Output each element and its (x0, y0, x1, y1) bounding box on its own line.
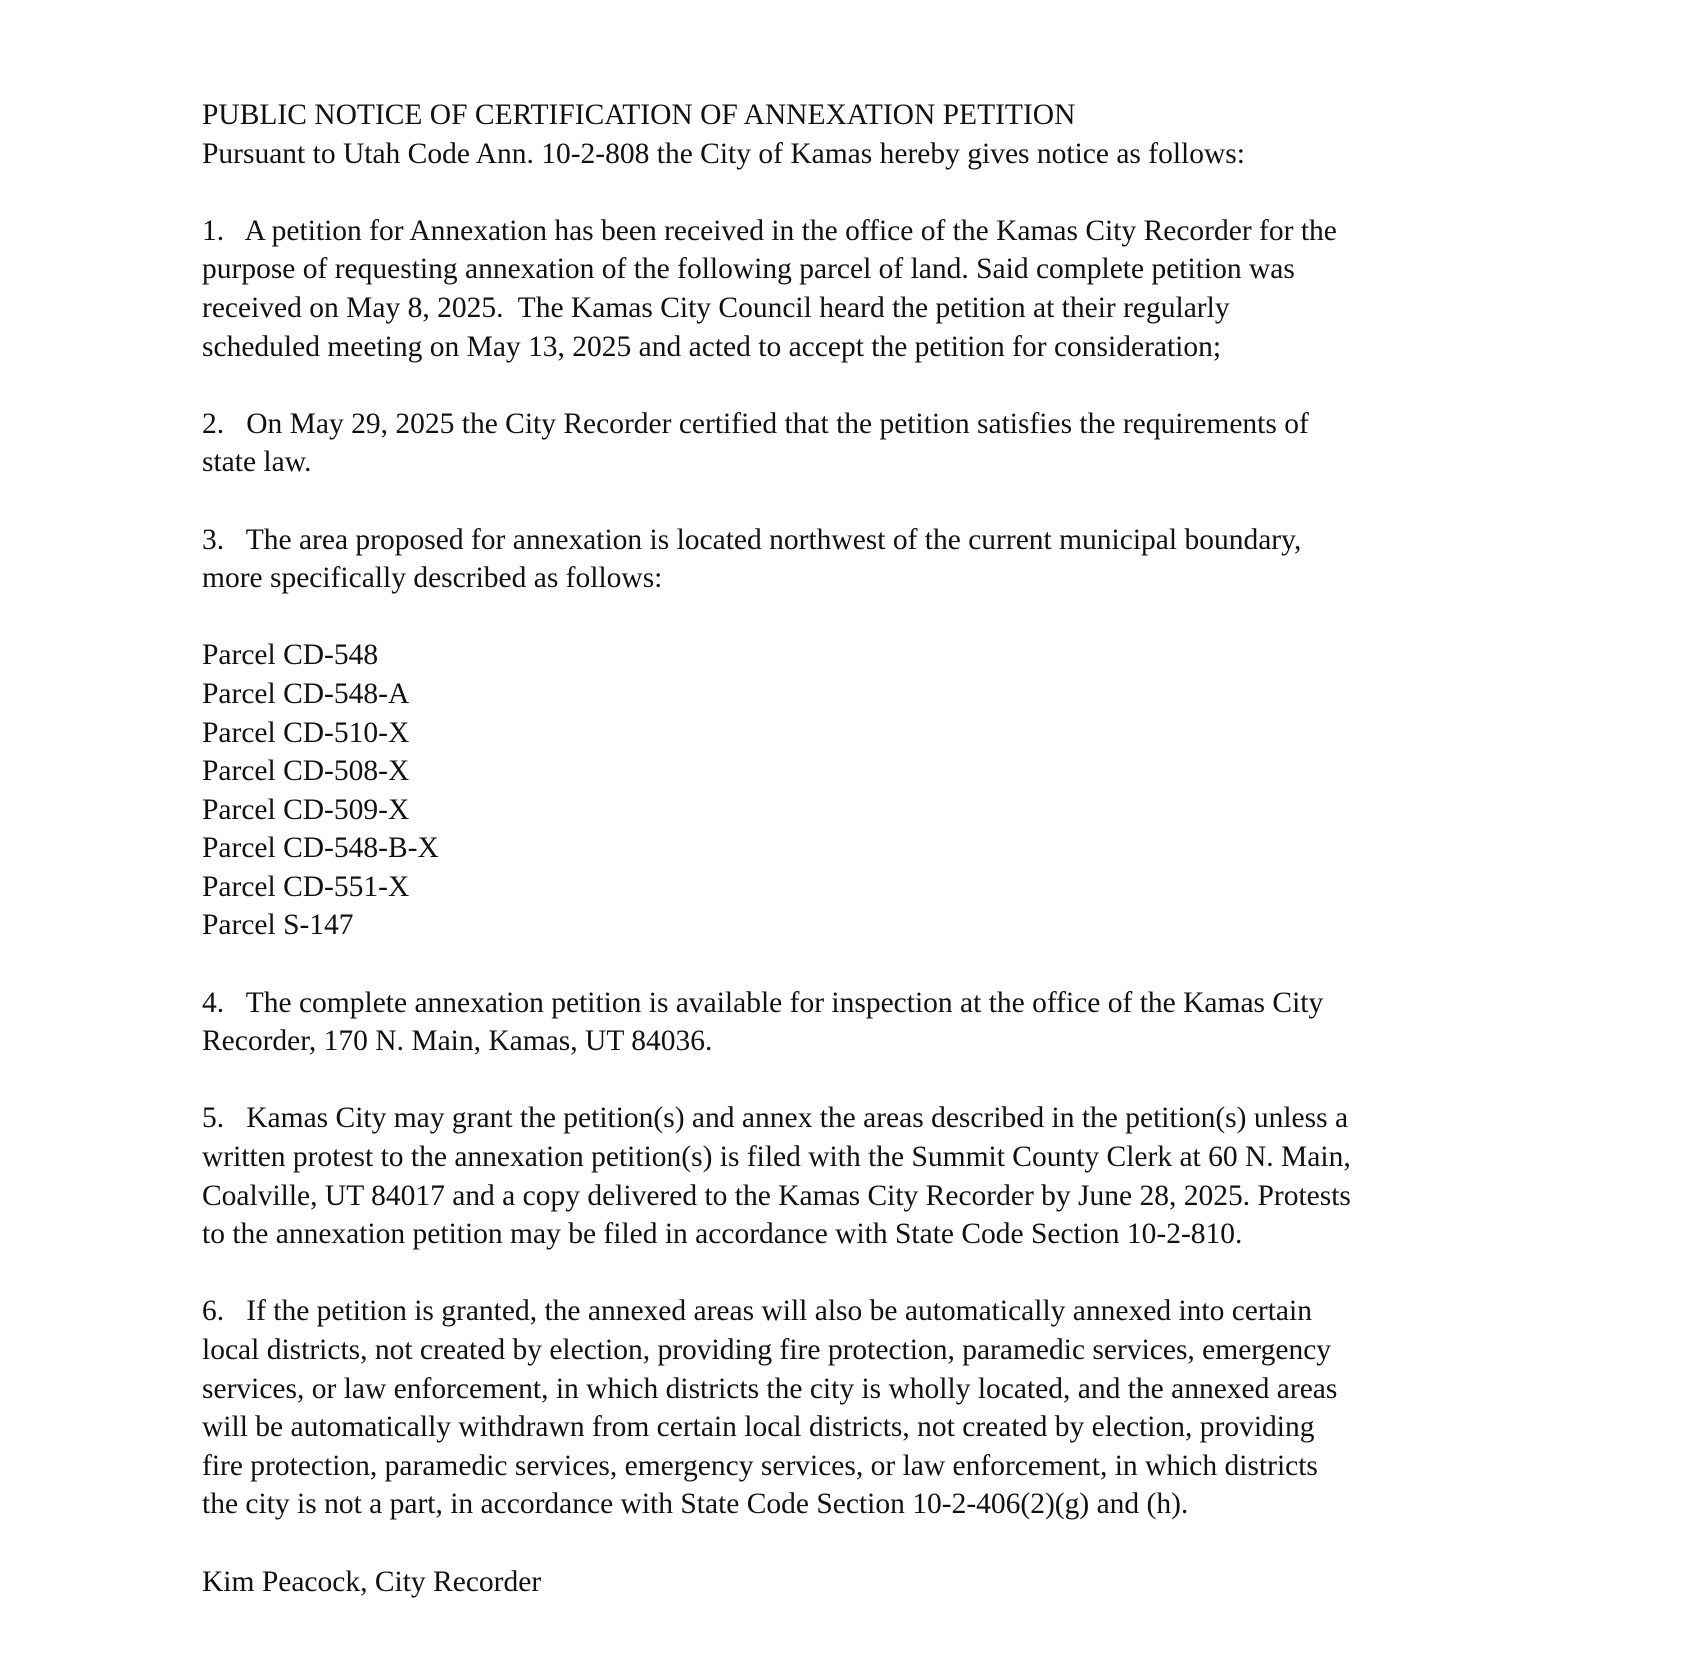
notice-document (202, 96, 1532, 1601)
parcel-item: Parcel CD-548-B-X (202, 832, 439, 865)
item-line: services, or law enforcement, in which districts the city is wholly located, and the annexed areas (202, 1372, 1338, 1405)
parcel-list (202, 636, 1532, 945)
notice-item-6 (202, 1292, 1532, 1524)
notice-item-4 (202, 984, 1532, 1061)
item-line: the city is not a part, in accordance with State Code Section 10-2-406(2)(g) and (h). (202, 1488, 1189, 1521)
notice-item-1 (202, 212, 1532, 366)
item-line: scheduled meeting on May 13, 2025 and acted to accept the petition for consideration; (202, 330, 1222, 363)
notice-item-2 (202, 405, 1532, 482)
notice-title: PUBLIC NOTICE OF CERTIFICATION OF ANNEXATION PETITION (202, 99, 1076, 131)
item-line: to the annexation petition may be filed in accordance with State Code Section 10-2-810. (202, 1218, 1243, 1251)
item-line: 1. A petition for Annexation has been received in the office of the Kamas City Recorder for the (202, 214, 1337, 247)
notice-item-3 (202, 521, 1532, 598)
item-line: state law. (202, 446, 312, 479)
item-line: 2. On May 29, 2025 the City Recorder certified that the petition satisfies the requirements of (202, 407, 1309, 440)
item-line: will be automatically withdrawn from certain local districts, not created by election, providing (202, 1411, 1315, 1444)
item-line: written protest to the annexation petition(s) is filed with the Summit County Clerk at 60 N. Main, (202, 1141, 1351, 1174)
parcel-item: Parcel CD-510-X (202, 716, 410, 749)
item-line: more specifically described as follows: (202, 562, 663, 595)
parcel-item: Parcel CD-551-X (202, 870, 410, 903)
parcel-item: Parcel CD-548 (202, 639, 379, 672)
spacer (202, 598, 1532, 637)
parcel-item: Parcel CD-548-A (202, 677, 410, 710)
spacer (202, 1061, 1532, 1100)
item-line: Recorder, 170 N. Main, Kamas, UT 84036. (202, 1025, 713, 1058)
item-line: received on May 8, 2025. The Kamas City Council heard the petition at their regularly (202, 291, 1230, 324)
item-line: 5. Kamas City may grant the petition(s) and annex the areas described in the petition(s) unless a (202, 1102, 1349, 1135)
spacer (202, 945, 1532, 984)
notice-intro: Pursuant to Utah Code Ann. 10-2-808 the City of Kamas hereby gives notice as follows: (202, 137, 1245, 170)
spacer (202, 173, 1532, 212)
signature: Kim Peacock, City Recorder (202, 1565, 542, 1598)
parcel-item: Parcel S-147 (202, 909, 354, 942)
spacer (202, 1254, 1532, 1293)
item-line: Coalville, UT 84017 and a copy delivered to the Kamas City Recorder by June 28, 2025. Protests (202, 1179, 1351, 1212)
spacer (202, 366, 1532, 405)
item-line: 4. The complete annexation petition is available for inspection at the office of the Kamas City (202, 986, 1324, 1019)
spacer (202, 482, 1532, 521)
item-line: purpose of requesting annexation of the following parcel of land. Said complete petition was (202, 253, 1295, 286)
item-line: 3. The area proposed for annexation is located northwest of the current municipal boundary, (202, 523, 1302, 556)
item-line: local districts, not created by election, providing fire protection, paramedic services, emergency (202, 1334, 1332, 1366)
item-line: 6. If the petition is granted, the annexed areas will also be automatically annexed into certain (202, 1295, 1312, 1328)
spacer (202, 1524, 1532, 1563)
parcel-item: Parcel CD-508-X (202, 755, 410, 788)
item-line: fire protection, paramedic services, emergency services, or law enforcement, in which districts (202, 1449, 1318, 1482)
parcel-item: Parcel CD-509-X (202, 793, 410, 826)
notice-item-5 (202, 1099, 1532, 1253)
